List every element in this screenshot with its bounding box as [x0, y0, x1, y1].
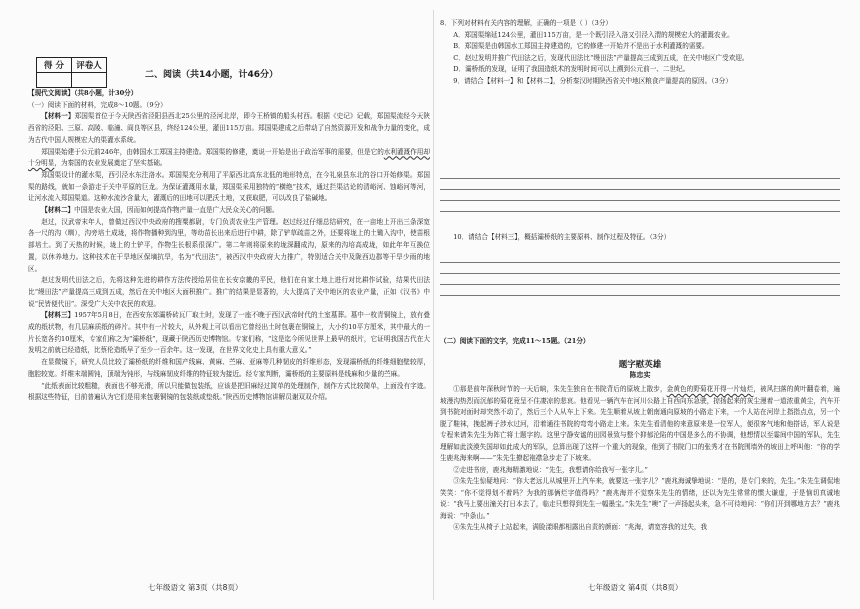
part2-heading-wrap [440, 336, 840, 348]
s1-wavy-underline: 金黄色的野菊花开得一片灿烂 [666, 385, 754, 393]
answer-line[interactable] [440, 189, 840, 190]
q10-answer-area[interactable] [440, 252, 840, 296]
material-3-label: 【材料三】 [41, 311, 75, 320]
q9-answer-area[interactable] [440, 168, 840, 212]
left-text-flow [28, 88, 430, 404]
material-2-label: 【材料二】 [41, 206, 75, 215]
material-1-paragraph-2 [28, 147, 430, 170]
material-2 [28, 205, 430, 217]
question-10: 10．请结合【材料三】，概括灞桥纸的主要原料、制作过程及特征。（3分） [453, 233, 671, 241]
answer-line[interactable] [440, 295, 840, 296]
m1-p2-start: 郑国渠始建于公元前246年，由韩国水工郑国主持建造。郑国渠的修建，奠说一开始是出于政治军事的需要，但是它的 [41, 147, 384, 156]
answer-line[interactable] [440, 178, 840, 179]
question-9: 9．请结合【材料一】和【材料二】，分析秦汉时期陕西省关中地区粮食产量提高的原因。（3分） [453, 76, 732, 85]
material-1-text: 郑国渠首位于今天陕西省泾阳县西北25公里的泾河北岸，即今王桥镇的船头村西。根据《史记》记载，郑国渠流经今天陕西省的泾阳、三原、高陵、临潼、阎良等区县，终经124公里，灌田115万亩。郑国渠建成之后带动了自然资源开发和战争力量的变化，成为古代中国人规模宏大的渠灌水系统。 [28, 112, 431, 144]
reviewer-label: 评卷人 [72, 58, 107, 73]
questions-8-flow [440, 18, 840, 87]
option-a: A．郑国渠绵延124公里，灌田115万亩，是一个既引泾入洛又引泾入渭的规模宏大的灌溉农业。 [453, 30, 734, 39]
question-10-flow [440, 232, 840, 244]
part1-heading: （一）阅读下面的材料，完成8～10题。（9分） [28, 100, 167, 109]
story-title: 题字慰英雄 [618, 360, 662, 370]
footer-page-3: 七年级语文 第3页（共8页） [148, 583, 243, 592]
part2-heading: （二）阅读下面的文字，完成11～15题。（21分） [440, 337, 590, 345]
m1-p2-end: ，为秦国的农业发展奠定了坚实基础。 [54, 159, 167, 168]
answer-line[interactable] [440, 200, 840, 201]
option-b: B．郑国渠是由韩国水工郑国主持建造的，它的修建一开始并不是出于水利灌溉的需要。 [453, 42, 709, 50]
modern-reading-heading: 【现代文阅读】（共8小题，计30分） [28, 89, 138, 97]
story-paragraph-2: ②走进书房，鹿兆海精激地说：“先生，我想请你给我写一张字儿。” [453, 465, 648, 474]
option-d: D．灞桥纸的发现，证明了我国造纸术的发明时间可以上溯到公元前一、二世纪。 [453, 65, 690, 73]
question-8: 8．下列对材料有关内容的理解，正确的一项是（ ）（3分） [440, 19, 613, 27]
material-2-paragraph-2: 赵过，汉武帝末年人，曾做过西汉中央政府的搜粟都尉，专门负责农业生产管理。赵过经过仔细总结研究，在一亩地上开出三条深宽各一尺的沟（甽），沟旁培土成垅，将作物播种到沟里，等幼苗长出来后进行中耕，除了铲草疏苗之外，还要将垅上的土锄入沟中，使苗根部培土。到了天热的时候，垅上的土铲平，作物生长根系很深广。第二年则将原来的垅深翻成沟，原来的沟培高成垅，如此年年互换位置，以休养地力。这种技术在干旱地区保墒抗旱，名为“代田法”，被西汉中央政府大力推广，特别适合关中及陇西边郡等干旱少雨的地区。 [28, 217, 430, 273]
material-3 [28, 310, 430, 357]
story-paragraph-1 [440, 384, 840, 465]
answer-line[interactable] [440, 262, 840, 263]
right-page [440, 0, 840, 609]
material-2-paragraph-3: 赵过发明代田法之后，先将这种先进的耕作方法传授给居住在长安京畿的平民，他们在自家土地上进行对比耕作试验，结果代田法比“缦田法”产量提高三成到五成，然后在关中地区大面积推广。推广的结果是显著的，大大提高了关中地区的农业产量，正如《汉书》中说“民皆便代田”。深受广大关中农民的欢迎。 [28, 276, 430, 308]
story-paragraph-3: ③朱先生惊疑地问：“你大老远儿从城里开上汽车来，就要这一张字儿？”鹿兆海诚挚地说：“是的，是专门来的，先生。”朱先生调侃地笑笑：“你不觉得划不着吗？为我的那俩烂字值得吗？”鹿兆海并不觉察朱先生的情绪，还以为先生常常的惯大谦虚，于是恼切真诚地说：“我马上要出潼关打日本去了，临走只想得到先生一幅墨宝。”朱先生“噢”了一声扬起头来，急不可待地问：“你们开到哪地方去？”鹿兆海说：“中条山。” [440, 477, 840, 520]
answer-line[interactable] [440, 273, 840, 274]
left-page [28, 0, 430, 609]
footer-page-4: 七年级语文 第4页（共8页） [588, 583, 683, 592]
page-gutter [433, 10, 434, 600]
material-2-text: 中国是农业大国，因而如何提高作物产量一直是广大民众关心的问题。 [74, 206, 279, 215]
story-paragraph-4: ④朱先生从椅子上站起来，满脸漾眼都相露出自责的颜面：“兆海，请宽容我的过失，我 [453, 523, 708, 531]
answer-line[interactable] [440, 211, 840, 212]
story-author: 陈忠实 [629, 370, 651, 379]
section-two-title: 二、阅读（共14小题，计46分） [145, 70, 279, 80]
material-3-paragraph-3: “此纸表面比较粗糙，表面也不够光滑，所以只能做包装纸，应该是把旧麻经过简单的处理制作，制作方式比较简单，上面没有字迹。根据这些特征，目前普遍认为它们是用来包裹铜镜的包装纸或垫纸。”陕西历史博物馆讲解员谢双双介绍。 [28, 381, 430, 402]
option-c: C．赵过发明并推广代田法之后，发现代田法比“缦田法”产量提高三成到五成，在关中地区广受欢迎。 [453, 53, 749, 62]
material-1 [28, 111, 430, 146]
material-3-text: 1957年5月8日，在西安东郊灞桥砖瓦厂取土时，发现了一座不晚于西汉武帝时代的土室墓葬。墓中一枚青铜镜上，放有叠成的纸状物，有几层麻质纸的碎片。其中有一片较大，从外观上可以看出它曾经出土时包裹在铜镜上，大小约10平方厘米，其中最大的一片长宽各约10厘米，专家们称之为“灞桥纸”，现藏于陕西历史博物馆。专家们称，“这是迄今所见世界上最早的纸片，它证明我国古代在大发明之前就已经造纸，比蔡伦造纸早了至少一百余年。这一发现，在世界文化史上具有重大意义。” [28, 311, 431, 355]
material-1-label: 【材料一】 [41, 112, 75, 121]
s1-end: ，被风扫落的黄叶翻卷着，遍坡漫沟热烈而沉郁的菊花竟呈不住凄凉的悲哀。他看见一辆汽车在河川公路上自西向东急驶，掠扬起来的灰尘漫着一道浓重黄尘，汽车开到书院对面时却突然不动了，然后三个人从车上下来。先生顺着从坡上朝南通向原坡的小路走下来，一个人站在河岸上指指点点，另一个脱了鞋袜，挽起裤子涉水过河，沿着通往书院的弯弯小路走上来。朱先生看清他的来意原来是一位军人，便很客气地和他搭话，军人说是专程来请朱先生为阵亡将士题字的。这里宁静安谧的田园景致与整个抑郁沦陷的中国是多么的不协调，他想情以至霎间中国的军队，先生理解如此淡漠失国却如此成大的军队，总算出现了这样一个重大的现象，他到了书院门口的张秀才在书院围墙外的坡田上呼叫他：“你的学生鹿兆海来啊——”朱先生撩起袍襟急步走了下坡来。 [440, 385, 841, 462]
material-3-paragraph-2: 在显微镜下，研究人员比较了灞桥纸的纤维和国产线麻、黄麻、苎麻、亚麻等几种韧皮的纤维形态，发现灞桥纸的纤维细胞壁较厚，胞腔较宽。纤维末端圆钝，顶端为钝形，与线麻韧皮纤维的特征较为接近。经专家判断，灞桥纸的主要原料是线麻和少量的苎麻。 [28, 358, 430, 378]
material-1-paragraph-3: 郑国渠设计的灌水渠，西引泾水东注洛水。郑国渠充分利用了平原西北高东北低的地形特点，在今礼泉县东北的谷口开始修渠。郑国渠的路线，就如一条游走于关中平原的巨龙。为保证灌溉用水量，郑国渠采用独特的“横绝”技术，通过拦渠沽论的清峪河、蚀峪河等河，让河水流入郑国渠道。这种水流沙含量大，灌溉后的田地可以肥沃土地，又获取肥，可以改良了盐碱地。 [28, 170, 430, 203]
m1-wavy-underline: 水利灌溉作用却十分明显 [28, 147, 430, 168]
story-text-flow [440, 384, 840, 534]
s1-start: ①那是前年深秋时节的一天后晌，朱先生独自在书院背后的原坡上散步， [453, 385, 667, 393]
score-label: 得 分 [37, 58, 72, 73]
answer-line[interactable] [440, 284, 840, 285]
